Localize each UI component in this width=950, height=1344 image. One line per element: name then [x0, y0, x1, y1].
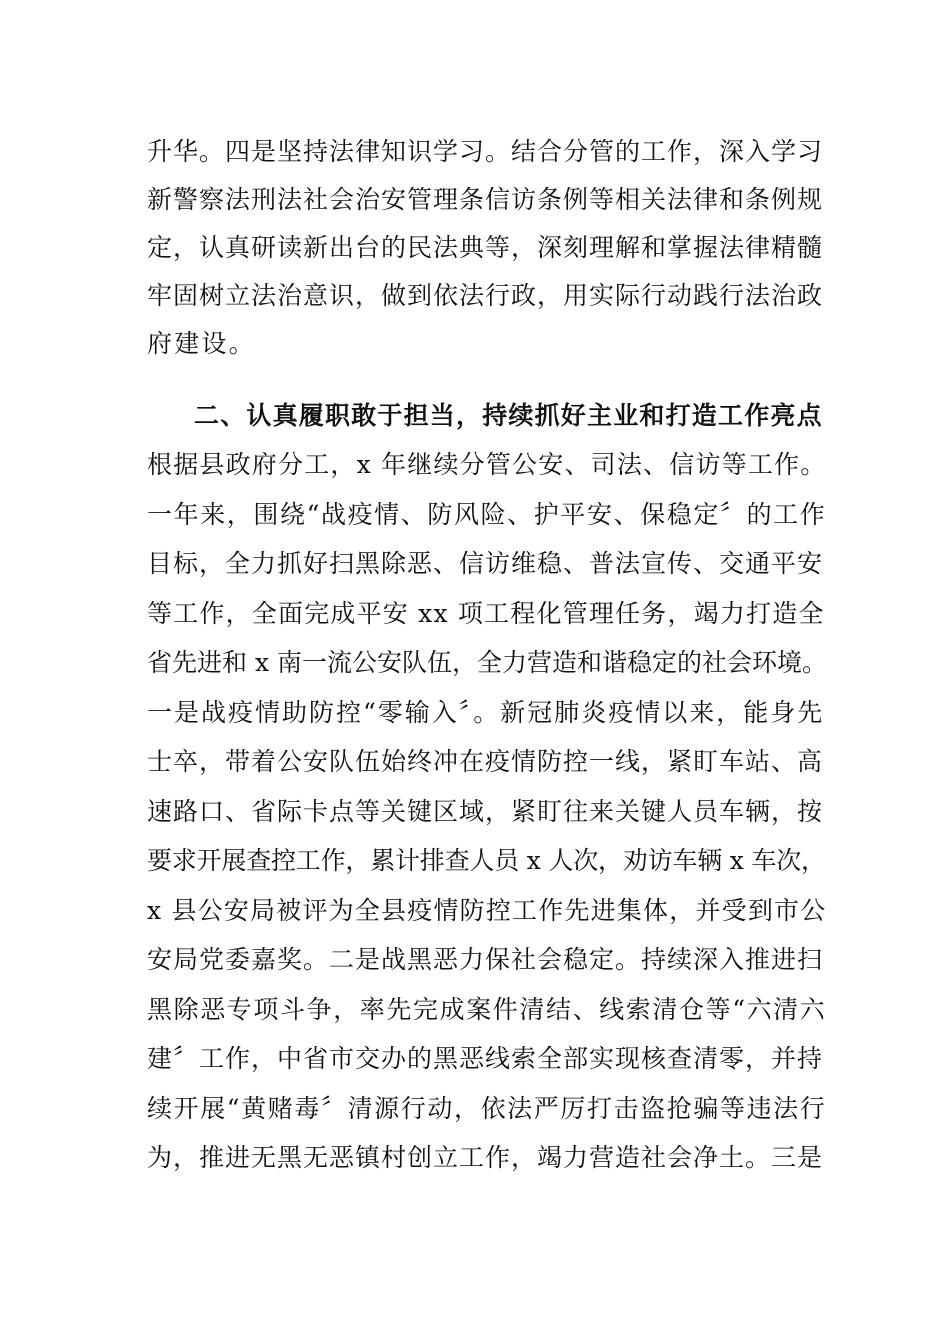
- text-line: 一是战疫情助防控“零输入〞。新冠肺炎疫情以来，能身先: [147, 698, 825, 727]
- text-line: 等工作，全面完成平安 xx 项工程化管理任务，竭力打造全: [147, 599, 825, 628]
- text-line: 府建设。: [147, 329, 256, 358]
- text-line: 升华。四是坚持法律知识学习。结合分管的工作，深入学习: [147, 137, 824, 166]
- text-line: 要求开展查控工作，累计排查人员 x 人次，劝访车辆 x 车次，: [147, 846, 826, 875]
- text-line: 定，认真研读新出台的民法典等，深刻理解和掌握法律精髓: [147, 233, 824, 262]
- section-heading: 二、认真履职敢于担当，持续抓好主业和打造工作亮点: [194, 401, 823, 430]
- text-line: 续开展“黄赌毒〞清源行动，依法严厉打击盗抢骗等违法行: [147, 1094, 827, 1123]
- text-line: 根据县政府分工，x 年继续分管公安、司法、信访等工作。: [147, 450, 827, 479]
- text-line: 速路口、省际卡点等关键区域，紧盯往来关键人员车辆，按: [147, 797, 824, 826]
- text-line: 一年来，围绕“战疫情、防风险、护平安、保稳定〞的工作: [147, 500, 827, 529]
- text-line: 目标，全力抓好扫黑除恶、信访维稳、普法宣传、交通平安: [147, 549, 824, 578]
- text-line: 安局党委嘉奖。二是战黑恶力保社会稳定。持续深入推进扫: [147, 945, 824, 974]
- text-line: 士卒，带着公安队伍始终冲在疫情防控一线，紧盯车站、高: [147, 747, 824, 776]
- text-line: 黑除恶专项斗争，率先完成案件清结、线索清仓等“六清六: [147, 995, 827, 1024]
- text-line: 新警察法刑法社会治安管理条信访条例等相关法律和条例规: [147, 185, 824, 214]
- text-line: 建〞工作，中省市交办的黑恶线索全部实现核查清零，并持: [147, 1044, 824, 1073]
- text-line: 省先进和 x 南一流公安队伍，全力营造和谐稳定的社会环境。: [147, 648, 827, 677]
- text-line: 牢固树立法治意识，做到依法行政，用实际行动践行法治政: [147, 281, 824, 310]
- text-line: x 县公安局被评为全县疫情防控工作先进集体，并受到市公: [147, 896, 827, 925]
- text-line: 为，推进无黑无恶镇村创立工作，竭力营造社会净土。三是: [147, 1143, 824, 1172]
